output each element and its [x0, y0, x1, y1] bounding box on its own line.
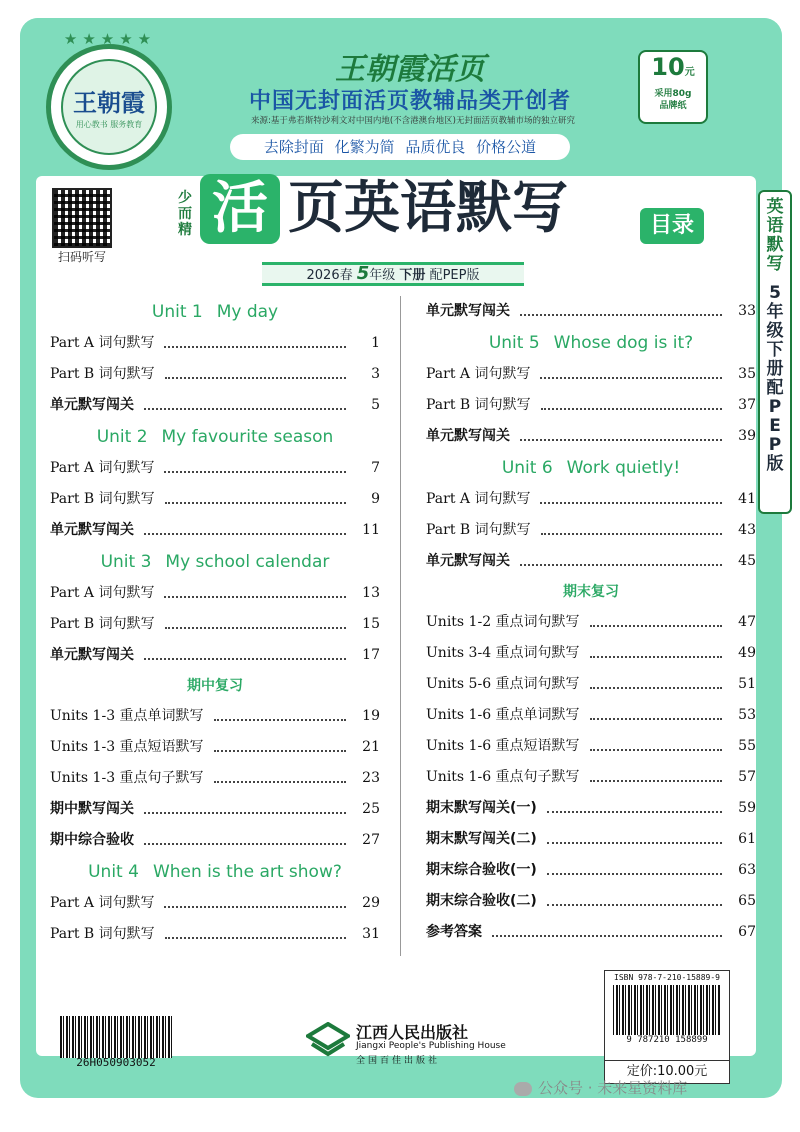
unit-number: Unit 1: [151, 302, 203, 322]
toc-left-column: [50, 296, 380, 950]
side-tab-char: 册: [766, 359, 784, 379]
page-number: 63: [738, 862, 756, 878]
page-number: 3: [371, 366, 380, 382]
column-divider: [400, 296, 401, 956]
side-tab-grade: [760, 284, 790, 474]
unit-title: Work quietly!: [566, 458, 681, 478]
toc-entry-label: 期末综合验收(一): [426, 862, 537, 878]
toc-entry-label: 单元默写闯关: [50, 647, 134, 663]
toc-row: [50, 763, 380, 794]
side-tab-char: E: [769, 416, 781, 436]
edition: 配PEP版: [429, 268, 480, 283]
toc-row: [50, 578, 380, 609]
toc-row: [50, 359, 380, 390]
side-tab-char: 5: [769, 283, 781, 303]
dot-leader: [590, 731, 722, 751]
unit-heading: [50, 856, 380, 888]
toc-row: [50, 484, 380, 515]
toc-row: [426, 607, 756, 638]
toc-entry-label: Units 1-6 重点单词默写: [426, 707, 580, 723]
slogan: 中国无封面活页教辅品类开创者: [248, 89, 571, 114]
page-number: 65: [738, 893, 756, 909]
dot-leader: [540, 484, 722, 504]
toc-entry-label: Part A 词句默写: [50, 585, 155, 601]
page-number: 55: [738, 738, 756, 754]
page-number: 9: [371, 491, 380, 507]
catalog-badge: 目录: [640, 208, 704, 244]
side-tab-char: 下: [766, 340, 784, 360]
toc-entry-label: Part B 词句默写: [426, 522, 531, 538]
toc-entry-label: Units 5-6 重点词句默写: [426, 676, 580, 692]
wechat-text: 公众号 · 未来星资料库: [538, 1079, 688, 1097]
toc-row: [426, 421, 756, 452]
toc-row: [426, 731, 756, 762]
wechat-icon: [514, 1082, 532, 1096]
side-tab-char: 级: [766, 321, 784, 341]
toc-row: [50, 701, 380, 732]
toc-entry-label: 期中默写闯关: [50, 801, 134, 817]
edition-line: [262, 262, 524, 286]
toc-row: [50, 732, 380, 763]
toc-row: [50, 825, 380, 856]
tag-price: 10元: [651, 53, 695, 81]
toc-row: [426, 546, 756, 577]
unit-title: My favourite season: [161, 427, 334, 447]
page-number: 13: [362, 585, 380, 601]
toc-row: [426, 296, 756, 327]
dot-leader: [165, 919, 346, 939]
toc-row: [426, 793, 756, 824]
dot-leader: [547, 855, 722, 875]
toc-entry-label: Units 1-6 重点句子默写: [426, 769, 580, 785]
toc-entry-label: Part A 词句默写: [426, 366, 531, 382]
page-number: 45: [738, 553, 756, 569]
page-number: 31: [362, 926, 380, 942]
toc-entry-label: Part A 词句默写: [50, 895, 155, 911]
dot-leader: [164, 578, 346, 598]
isbn-barcode: [613, 985, 721, 1035]
isbn-digits: 9 787210 158899: [626, 1035, 708, 1045]
page-number: 35: [738, 366, 756, 382]
page-number: 49: [738, 645, 756, 661]
page-number: 27: [362, 832, 380, 848]
small-vertical-label: 少而精: [178, 190, 192, 238]
volume: 下册: [399, 268, 426, 283]
unit-title: When is the art show?: [152, 862, 342, 882]
dot-leader: [165, 609, 346, 629]
page-number: 15: [362, 616, 380, 632]
dot-leader: [164, 328, 346, 348]
dot-leader: [144, 825, 346, 845]
dot-leader: [164, 888, 346, 908]
toc-row: [50, 919, 380, 950]
toc-entry-label: 期中综合验收: [50, 832, 134, 848]
dot-leader: [214, 732, 346, 752]
tag-paper-1: 采用80g: [654, 89, 692, 99]
page-number: 59: [738, 800, 756, 816]
toc-entry-label: Part A 词句默写: [50, 335, 155, 351]
barcode: [60, 1016, 172, 1058]
publisher-logo-icon: [306, 1022, 350, 1062]
dot-leader: [547, 824, 722, 844]
toc-entry-label: 单元默写闯关: [426, 553, 510, 569]
toc-entry-label: Part A 词句默写: [426, 491, 531, 507]
grade-number: 5: [356, 263, 370, 284]
side-tab-char: 版: [766, 454, 784, 474]
section-heading: 期末复习: [563, 584, 619, 600]
brand-logo: [46, 44, 172, 170]
dot-leader: [590, 700, 722, 720]
page-number: 33: [738, 303, 756, 319]
page-number: 23: [362, 770, 380, 786]
dot-leader: [165, 359, 346, 379]
toc-entry-label: Part B 词句默写: [50, 616, 155, 632]
dot-leader: [520, 421, 722, 441]
price-label: 定价:10.00元: [605, 1060, 729, 1083]
dot-leader: [144, 390, 346, 410]
unit-number: Unit 5: [488, 333, 540, 353]
page-number: 25: [362, 801, 380, 817]
publisher-award: 全国百佳出版社: [356, 1056, 441, 1066]
page-number: 19: [362, 708, 380, 724]
toc-entry-label: Part B 词句默写: [426, 397, 531, 413]
page-number: 43: [738, 522, 756, 538]
toc-row: [426, 515, 756, 546]
page-number: 1: [371, 335, 380, 351]
toc-entry-label: 期末综合验收(二): [426, 893, 537, 909]
dot-leader: [144, 640, 346, 660]
side-tab-char: 年: [766, 302, 784, 322]
tagline: 去除封面 化繁为简 品质优良 价格公道: [230, 134, 570, 160]
unit-title: My day: [216, 302, 279, 322]
toc-entry-label: 期末默写闯关(一): [426, 800, 537, 816]
dot-leader: [590, 607, 722, 627]
publisher-name: 江西人民出版社: [356, 1023, 469, 1042]
unit-number: Unit 2: [96, 427, 148, 447]
toc-entry-label: 单元默写闯关: [426, 303, 510, 319]
dot-leader: [214, 763, 346, 783]
side-tab-char: P: [768, 397, 782, 417]
dot-leader: [541, 390, 722, 410]
toc-entry-label: Part B 词句默写: [50, 491, 155, 507]
toc-row: [50, 453, 380, 484]
dot-leader: [590, 669, 722, 689]
unit-heading: [50, 546, 380, 578]
tag-paper-2: 品牌纸: [659, 101, 687, 111]
toc-entry-label: Units 1-2 重点词句默写: [426, 614, 580, 630]
side-tab-char: 写: [766, 254, 784, 274]
dot-leader: [144, 794, 346, 814]
unit-heading: [426, 327, 756, 359]
page-number: 61: [738, 831, 756, 847]
logo-name: 王朝霞: [73, 88, 145, 117]
toc-row: [426, 669, 756, 700]
source-note: 来源:基于弗若斯特沙利文对中国内地(不含港澳台地区)无封面活页教辅市场的独立研究: [250, 116, 575, 126]
toc-entry-label: 参考答案: [426, 924, 482, 940]
unit-title: My school calendar: [165, 552, 330, 572]
unit-heading: [426, 452, 756, 484]
price-tag: [638, 50, 708, 124]
side-tab-char: P: [768, 435, 782, 455]
toc-row: [50, 640, 380, 671]
page-number: 41: [738, 491, 756, 507]
toc-entry-label: 单元默写闯关: [50, 522, 134, 538]
toc-entry-label: 单元默写闯关: [426, 428, 510, 444]
toc-row: [426, 855, 756, 886]
toc-row: [50, 328, 380, 359]
unit-number: Unit 3: [100, 552, 152, 572]
toc-row: [50, 609, 380, 640]
toc-entry-label: Units 3-4 重点词句默写: [426, 645, 580, 661]
logo-sub: 用心教书 服务教育: [75, 120, 143, 129]
dot-leader: [520, 296, 722, 316]
side-tab-char: 英: [766, 197, 784, 217]
book-title: [200, 174, 630, 244]
page-number: 5: [371, 397, 380, 413]
page-number: 17: [362, 647, 380, 663]
isbn-text: ISBN 978-7-210-15889-9: [614, 973, 720, 982]
page-number: 57: [738, 769, 756, 785]
dot-leader: [547, 886, 722, 906]
year: 2026春: [306, 268, 353, 283]
page-number: 7: [371, 460, 380, 476]
qr-code-icon[interactable]: [52, 188, 112, 248]
star-icon: ★★★★★: [63, 30, 157, 48]
side-tab-char: 默: [766, 235, 784, 255]
toc-entry-label: 期末默写闯关(二): [426, 831, 537, 847]
side-tab-subject: [760, 198, 790, 274]
toc-row: [426, 484, 756, 515]
publisher-name-en: Jiangxi People's Publishing House: [356, 1041, 506, 1051]
toc-row: [426, 700, 756, 731]
side-tab-char: 语: [766, 216, 784, 236]
toc-row: [50, 515, 380, 546]
title-rest: 页英语默写: [288, 176, 568, 241]
toc-entry-label: Part B 词句默写: [50, 366, 155, 382]
page-number: 21: [362, 739, 380, 755]
dot-leader: [590, 638, 722, 658]
toc-entry-label: 单元默写闯关: [50, 397, 134, 413]
section-heading: 期中复习: [187, 678, 243, 694]
wechat-watermark: [514, 1076, 784, 1100]
toc-right-column: [426, 296, 756, 948]
dot-leader: [165, 484, 346, 504]
scan-label: 扫码听写: [57, 250, 106, 264]
page-number: 47: [738, 614, 756, 630]
toc-entry-label: Units 1-3 重点短语默写: [50, 739, 204, 755]
toc-entry-label: Units 1-3 重点单词默写: [50, 708, 204, 724]
toc-row: [426, 359, 756, 390]
title-highlight-char: 活: [200, 174, 280, 244]
page-number: 37: [738, 397, 756, 413]
dot-leader: [520, 546, 722, 566]
page-number: 51: [738, 676, 756, 692]
unit-number: Unit 4: [88, 862, 139, 882]
page-number: 53: [738, 707, 756, 723]
toc-row: [426, 638, 756, 669]
unit-title: Whose dog is it?: [553, 333, 694, 353]
dot-leader: [547, 793, 722, 813]
toc-row: [426, 824, 756, 855]
dot-leader: [164, 453, 346, 473]
toc-row: [426, 886, 756, 917]
toc-row: [50, 794, 380, 825]
dot-leader: [492, 917, 722, 937]
toc-row: [50, 390, 380, 421]
grade-word: 年级: [369, 268, 396, 283]
side-tab: [758, 190, 792, 514]
brand-title: 王朝霞活页: [335, 52, 485, 87]
barcode-text: 26H050903052: [76, 1056, 156, 1069]
side-tab-char: 配: [766, 378, 784, 398]
toc-row: [50, 888, 380, 919]
dot-leader: [214, 701, 346, 721]
page-number: 11: [362, 522, 380, 538]
unit-heading: [50, 421, 380, 453]
toc-row: [426, 390, 756, 421]
unit-heading: [50, 296, 380, 328]
toc-entry-label: Part A 词句默写: [50, 460, 155, 476]
toc-row: [426, 762, 756, 793]
toc-row: [426, 917, 756, 948]
toc-entry-label: Units 1-3 重点句子默写: [50, 770, 204, 786]
unit-number: Unit 6: [501, 458, 553, 478]
dot-leader: [144, 515, 346, 535]
page-number: 39: [738, 428, 756, 444]
toc-entry-label: Units 1-6 重点短语默写: [426, 738, 580, 754]
toc-entry-label: Part B 词句默写: [50, 926, 155, 942]
page-number: 29: [362, 895, 380, 911]
isbn-box: [604, 970, 730, 1084]
dot-leader: [541, 515, 722, 535]
dot-leader: [540, 359, 722, 379]
dot-leader: [590, 762, 722, 782]
page-number: 67: [738, 924, 756, 940]
